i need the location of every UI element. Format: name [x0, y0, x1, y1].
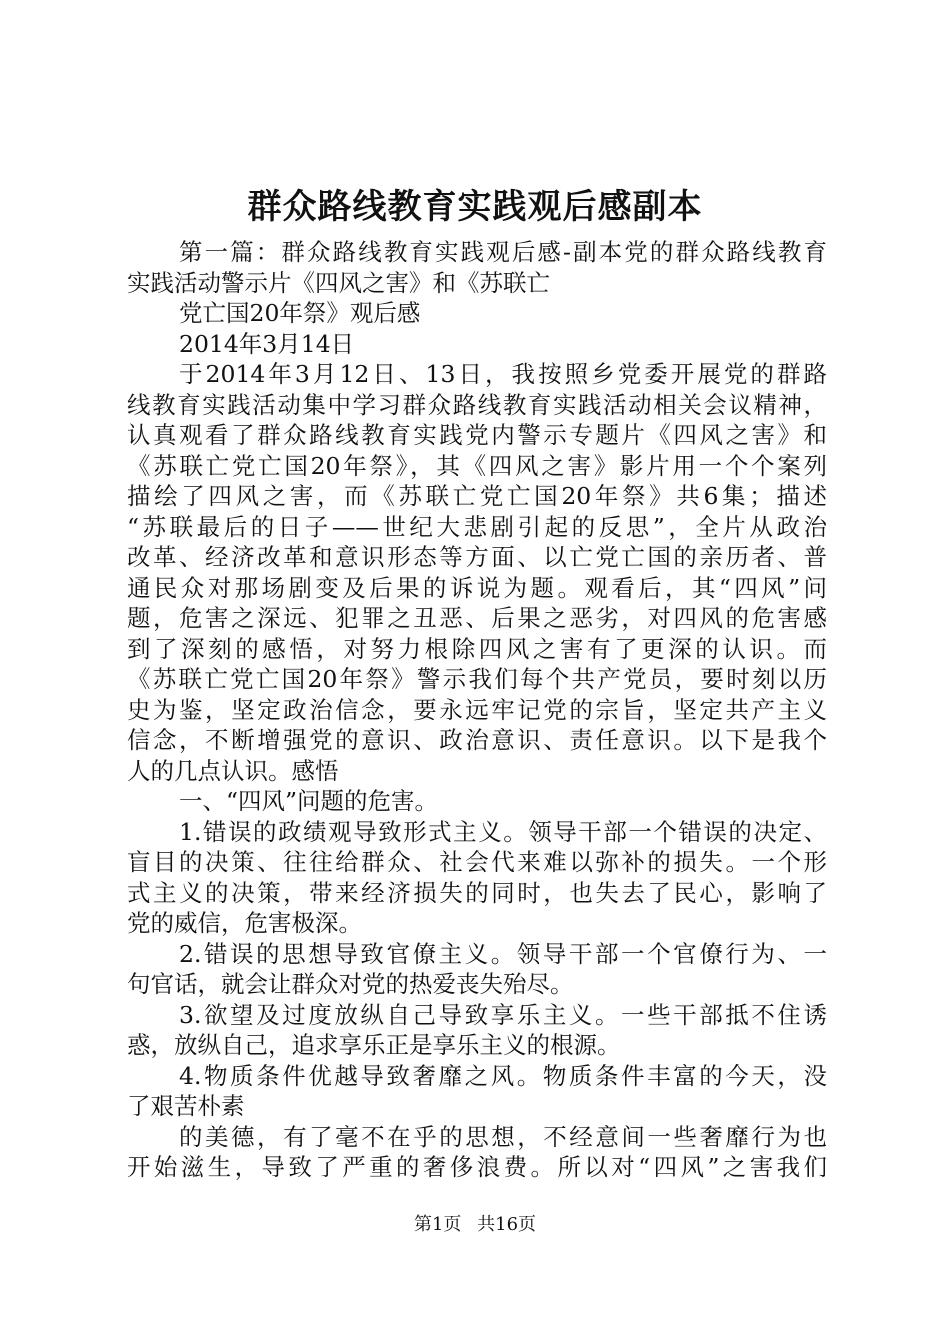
body-line: 句官话，就会让群众对党的热爱丧失殆尽。 [127, 970, 574, 998]
body-line: 盲目的决策、往往给群众、社会代来难以弥补的损失。一个形 [127, 848, 827, 876]
body-line: 的美德，有了毫不在乎的思想，不经意间一些奢靡行为也 [179, 1122, 827, 1151]
body-line: 认真观看了群众路线教育实践党内警示专题片《四风之害》和 [127, 421, 827, 449]
body-line: 第一篇：群众路线教育实践观后感-副本党的群众路线教育 [179, 238, 827, 266]
body-line: 3.欲望及过度放纵自己导致享乐主义。一些干部抵不住诱 [179, 1000, 827, 1029]
body-line: 史为鉴，坚定政治信念，要永远牢记党的宗旨，坚定共产主义 [127, 695, 827, 724]
document-body [127, 237, 827, 1183]
body-line: 实践活动警示片《四风之害》和《苏联亡 [127, 268, 550, 297]
body-line: 1.错误的政绩观导致形式主义。领导干部一个错误的决定、 [179, 817, 827, 846]
body-line: 惑，放纵自己，追求享乐正是享乐主义的根源。 [127, 1031, 621, 1059]
body-line: 于2014年3月12日、13日，我按照乡党委开展党的群路 [179, 360, 827, 388]
body-line: “苏联最后的日子——世纪大悲剧引起的反思”，全片从政治 [127, 512, 827, 541]
body-line: 开始滋生，导致了严重的奢侈浪费。所以对“四风”之害我们 [127, 1153, 827, 1181]
body-line: 线教育实践活动集中学习群众路线教育实践活动相关会议精神， [127, 390, 827, 419]
body-line: 题，危害之深远、犯罪之丑恶、后果之恶劣，对四风的危害感 [127, 604, 827, 632]
document-title: 群众路线教育实践观后感副本 [247, 187, 703, 227]
body-line: 改革、经济改革和意识形态等方面、以亡党亡国的亲历者、普 [127, 543, 827, 571]
body-line: 党亡国20年祭》观后感 [179, 299, 421, 327]
body-line: 信念，不断增强党的意识、政治意识、责任意识。以下是我个 [127, 726, 827, 754]
body-line: 一、“四风”问题的危害。 [179, 787, 439, 815]
page-number: 第1页 [413, 1214, 462, 1235]
body-line: 《苏联亡党亡国20年祭》警示我们每个共产党员，要时刻以历 [127, 665, 827, 693]
body-line: 了艰苦朴素 [127, 1092, 245, 1120]
page-total: 共16页 [477, 1214, 537, 1235]
body-line: 《苏联亡党亡国20年祭》，其《四风之害》影片用一个个案列 [127, 451, 827, 480]
body-line: 2.错误的思想导致官僚主义。领导干部一个官僚行为、一 [179, 939, 827, 968]
body-line: 式主义的决策，带来经济损失的同时，也失去了民心，影响了 [127, 878, 827, 907]
body-line: 4.物质条件优越导致奢靡之风。物质条件丰富的今天，没 [179, 1061, 827, 1090]
page-footer [0, 1213, 950, 1237]
body-line: 人的几点认识。感悟 [127, 756, 339, 785]
body-line: 党的威信，危害极深。 [127, 909, 362, 937]
body-line: 到了深刻的感悟，对努力根除四风之害有了更深的认识。而 [127, 634, 827, 663]
body-line: 2014年3月14日 [179, 329, 355, 358]
body-line: 通民众对那场剧变及后果的诉说为题。观看后，其“四风”问 [127, 573, 827, 602]
body-line: 描绘了四风之害，而《苏联亡党亡国20年祭》共6集；描述 [127, 482, 827, 510]
